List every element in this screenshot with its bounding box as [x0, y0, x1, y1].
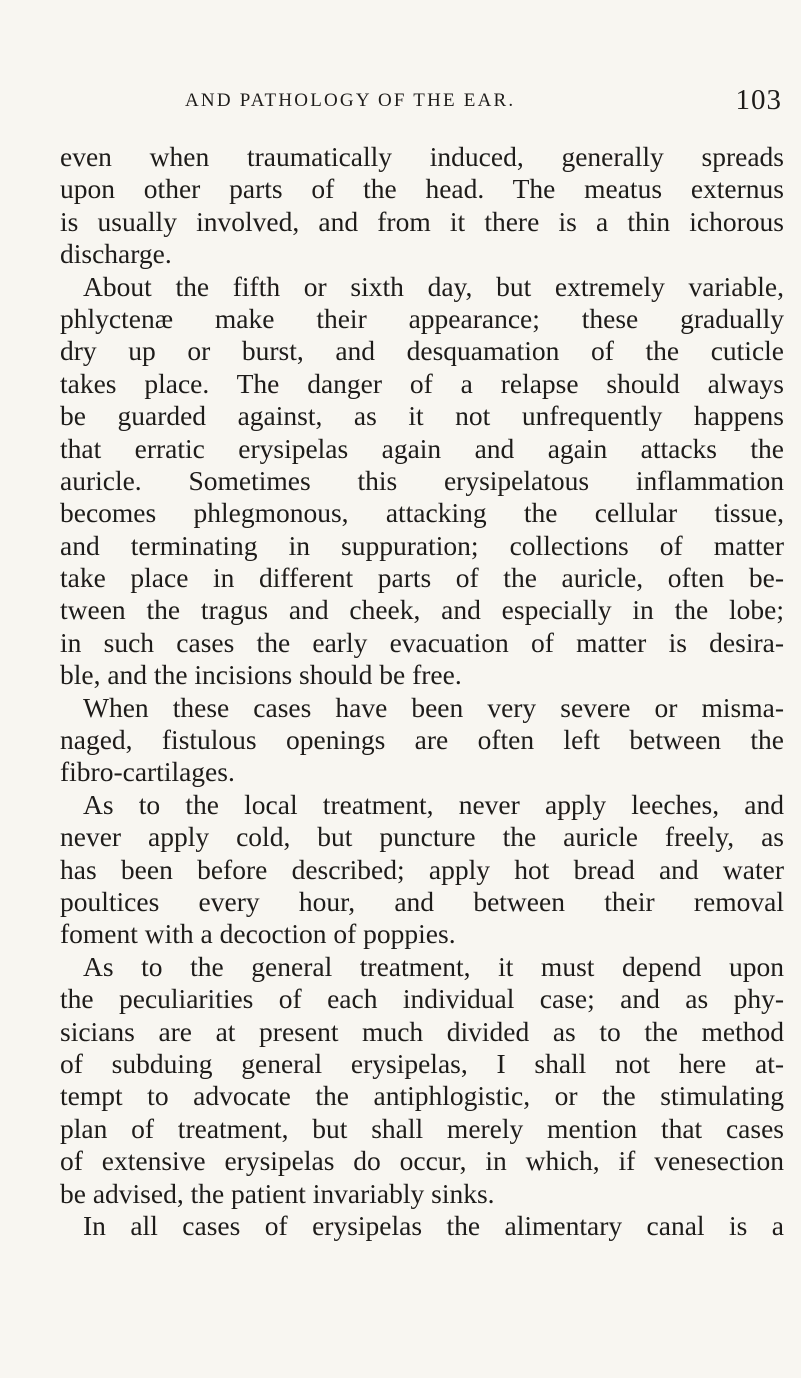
- text-line: discharge.: [60, 238, 172, 270]
- text-line: becomes phlegmonous, attacking the cellular tissue,: [60, 497, 784, 529]
- text-line: is usually involved, and from it there is a thin ichorous: [60, 205, 784, 237]
- paragraph-start: About the fifth or sixth day, but extremely variable,: [83, 270, 784, 302]
- text-line: never apply cold, but puncture the auricle freely, as: [60, 821, 784, 853]
- text-line: phlyctenæ make their appearance; these gradually: [60, 302, 784, 334]
- text-line: and terminating in suppuration; collections of matter: [60, 529, 784, 561]
- text-line: tempt to advocate the antiphlogistic, or the stimulating: [60, 1080, 784, 1112]
- paragraph-start: As to the general treatment, it must depend upon: [83, 950, 784, 982]
- text-line: foment with a decoction of poppies.: [60, 918, 456, 950]
- paragraph-start: When these cases have been very severe or misma-: [83, 691, 784, 723]
- text-line: naged, fistulous openings are often left between the: [60, 724, 784, 756]
- text-line: dry up or burst, and desquamation of the cuticle: [60, 335, 784, 367]
- text-line: sicians are at present much divided as to the method: [60, 1015, 784, 1047]
- text-line: upon other parts of the head. The meatus externus: [60, 173, 784, 205]
- text-line: takes place. The danger of a relapse should always: [60, 367, 784, 399]
- text-line: auricle. Sometimes this erysipelatous inflammation: [60, 464, 784, 496]
- text-line: of extensive erysipelas do occur, in which, if venesection: [60, 1145, 784, 1177]
- text-line: that erratic erysipelas again and again attacks the: [60, 432, 784, 464]
- running-head: [60, 84, 782, 118]
- page-number: 103: [735, 84, 782, 116]
- text-line: ble, and the incisions should be free.: [60, 659, 462, 691]
- text-line: poultices every hour, and between their removal: [60, 885, 784, 917]
- text-line: has been before described; apply hot bread and water: [60, 853, 784, 885]
- text-line: be guarded against, as it not unfrequently happens: [60, 400, 784, 432]
- text-line: the peculiarities of each individual case; and as phy-: [60, 983, 784, 1015]
- text-line: tween the tragus and cheek, and especially in the lobe;: [60, 594, 784, 626]
- paragraph-start: In all cases of erysipelas the alimentary canal is a: [83, 1209, 784, 1241]
- text-line: fibro-cartilages.: [60, 756, 235, 788]
- text-line: of subduing general erysipelas, I shall not here at-: [60, 1047, 784, 1079]
- text-line: in such cases the early evacuation of matter is desira-: [60, 626, 784, 658]
- body-text: [60, 141, 784, 1242]
- paragraph-start: As to the local treatment, never apply leeches, and: [83, 788, 784, 820]
- text-line: take place in different parts of the auricle, often be-: [60, 562, 784, 594]
- text-line: be advised, the patient invariably sinks.: [60, 1177, 495, 1209]
- text-line: plan of treatment, but shall merely mention that cases: [60, 1112, 784, 1144]
- text-line: even when traumatically induced, generally spreads: [60, 141, 784, 172]
- running-title: AND PATHOLOGY OF THE EAR.: [185, 90, 516, 111]
